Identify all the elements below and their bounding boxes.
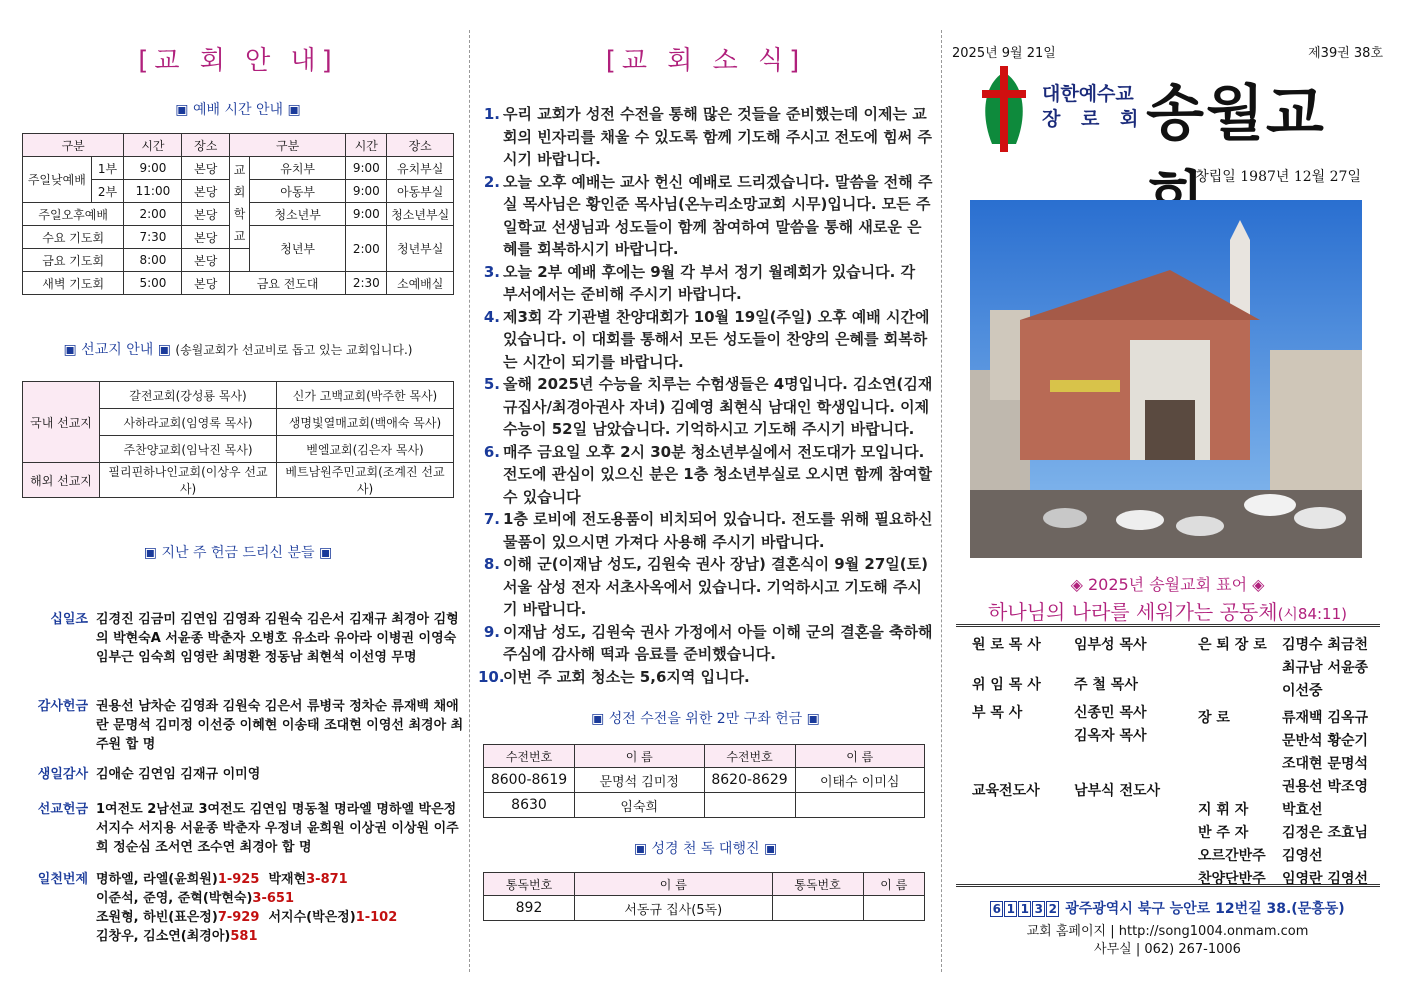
news-text: 이번 주 교회 청소는 5,6지역 입니다. [503, 667, 750, 686]
elder-group [1198, 845, 1368, 868]
news-item [478, 171, 933, 261]
news-item [478, 553, 933, 621]
postcode-digit: 1 [1004, 901, 1017, 917]
column-divider [941, 30, 942, 972]
church-info-title: [교 회 안 내] [138, 46, 338, 76]
elder-names: 임영란 김영선 [1282, 871, 1369, 887]
elder-names: 문반석 황순기 [1282, 733, 1369, 749]
column-divider [469, 30, 470, 972]
offering-daily: 일천번제 명하엘, 라엘(윤희원)1-925 박재현3-871 이준석, 준영, 준혁(박현숙)3-651 조원형, 하빈(표은정)7-929 서지수(박은정)1-102 김창우, 김소연(최경아)581 [26, 870, 466, 946]
news-item [478, 508, 933, 553]
news-text: 제3회 각 기관별 찬양대회가 10월 19일(주일) 오후 예배 시간에 있습니다. 이 대회를 통해서 모든 성도들이 찬양의 은혜를 회복하는 시간이 되기를 바랍니다. [503, 307, 930, 371]
postcode-digit: 2 [1046, 901, 1059, 917]
cover-column [950, 0, 1385, 992]
news-text: 매주 금요일 오후 2시 30분 청소년부실에서 전도대가 모입니다. 전도에 관심이 있으신 분은 1층 청소년부실로 오시면 함께 참여할 수 있습니다 [503, 442, 932, 506]
daily-offering-lines: 명하엘, 라엘(윤희원)1-925 박재현3-871 이준석, 준영, 준혁(박현숙)3-651 조원형, 하빈(표은정)7-929 서지수(박은정)1-102 김창우, 김소연(최경아)581 [96, 872, 398, 944]
fund-heading: ▣ 성전 수전을 위한 2만 구좌 헌금 ▣ [591, 711, 820, 727]
news-number: 3. [483, 262, 500, 281]
church-name: 송월교 [1146, 79, 1326, 149]
news-number: 10. [478, 667, 505, 686]
offering-heading: ▣ 지난 주 헌금 드리신 분들 ▣ [143, 545, 333, 561]
office-phone: 사무실 | 062) 267-1006 [1094, 942, 1241, 957]
elder-role: 반 주 자 [1198, 825, 1249, 841]
news-item [478, 103, 933, 171]
elder-group [1198, 707, 1368, 799]
news-number: 4. [483, 307, 500, 326]
elder-role: 은 퇴 장 로 [1198, 637, 1267, 653]
mission-table: 국내 선교지 갈전교회(강성룡 목사) 신가 고백교회(박주한 목사) 사하라교회(임영록 목사) 생명빛열매교회(백애숙 목사) 주찬양교회(임낙진 목사) 벧엘교회(김은자 목사) 해외 선교지 필리핀하나인교회(이상우 선교사) 베트남원주민교회(조계진 선교사) [22, 381, 454, 498]
elder-group [1198, 799, 1368, 822]
elder-group [1198, 822, 1368, 845]
offering-mission: 선교헌금 1여전도 2남선교 3여전도 김연임 명동철 명라엘 명하엘 박은정 서지수 서지용 서윤종 박춘자 우정녀 윤희원 이상권 이상원 이주희 정순심 조서연 조수연 최경아 합 명 [37, 802, 459, 855]
news-item [478, 261, 933, 306]
school-label: 교 회 학 교 [230, 157, 250, 249]
church-logo-icon [974, 64, 1034, 154]
elder-names: 류재백 김옥규 [1282, 710, 1369, 726]
elder-list [1198, 634, 1368, 891]
elder-group [1198, 868, 1368, 891]
issue-number: 제39권 38호 [1308, 46, 1383, 61]
elder-names: 박효선 [1282, 802, 1323, 818]
elder-names: 김영선 [1282, 848, 1323, 864]
homepage: 교회 홈페이지 | http://song1004.onmam.com [1026, 924, 1309, 939]
news-text: 오늘 2부 예배 후에는 9월 각 부서 정기 월례회가 있습니다. 각 부서에서는 준비해 주시기 바랍니다. [503, 262, 916, 303]
elder-names: 김명수 최금천 [1282, 637, 1369, 653]
worship-heading: ▣ 예배 시간 안내 ▣ [175, 102, 301, 118]
founded-date: 창립일 1987년 12월 27일 [1195, 169, 1361, 185]
bible-reading-table: 통독번호 이 름 통독번호 이 름 892 서동규 집사(5독) [483, 872, 925, 921]
offering-birthday: 생일감사 김애순 김연임 김재규 이미영 [37, 767, 261, 782]
divider [956, 884, 1380, 887]
offering-thanks: 감사헌금 권용선 남차순 김영좌 김원숙 김은서 류병국 정차순 류재백 채애란 문명석 김미정 이선중 이혜현 이송태 조대현 이영선 최경아 최주원 합 명 [37, 699, 464, 752]
news-number: 5. [483, 375, 500, 393]
reading-heading: ▣ 성경 천 독 대행진 ▣ [633, 841, 778, 857]
elder-group [1198, 634, 1368, 703]
issue-date: 2025년 9월 21일 [952, 46, 1056, 61]
news-number: 6. [483, 442, 500, 461]
church-news-column [478, 0, 933, 992]
news-list [478, 103, 933, 688]
postcode-digit: 3 [1032, 901, 1045, 917]
address: 6 1 1 3 2 광주광역시 북구 능안로 12번길 38.(문흥동) [950, 898, 1385, 918]
motto: 하나님의 나라를 세워가는 공동체(시84:11) [988, 600, 1347, 624]
fund-table: 수전번호 이 름 수전번호 이 름 8600-8619 문명석 김미정 8620-8629 이태수 이미심 8630 임숙희 [483, 744, 925, 818]
elder-role: 오르간반주 [1198, 848, 1266, 864]
news-number: 9. [483, 622, 500, 641]
news-item [478, 666, 933, 689]
news-text: 오늘 오후 예배는 교사 헌신 예배로 드리겠습니다. 말씀을 전해 주실 목사님은 황인준 목사님(온누리소망교회 시무)입니다. 모든 주일학교 선생님과 성도들이 함께 참여하여 말씀을 통해 새로운 은혜를 회복하시기 바랍니다. [503, 172, 933, 258]
mission-heading: ▣ 선교지 안내 ▣ (송월교회가 선교비로 돕고 있는 교회입니다.) [63, 342, 413, 358]
news-item [478, 621, 933, 666]
news-item [478, 373, 933, 441]
motto-heading: ◈ 2025년 송월교회 표어 ◈ [1070, 575, 1265, 594]
elder-names: 조대현 문명석 [1282, 756, 1369, 772]
church-building-photo [970, 200, 1362, 558]
elder-names: 김정은 조효님 [1282, 825, 1369, 841]
news-text: 올해 2025년 수능을 치루는 수험생들은 4명입니다. 김소연(김재규집사/최경아권사 자녀) 김예영 최현식 남대인 학생입니다. 이제 수능이 52일 남았습니다. 기억하시고 기도해 주시기 바랍니다. [503, 375, 933, 438]
news-number: 7. [483, 510, 500, 528]
postcode-digit: 1 [1018, 901, 1031, 917]
news-text: 이해 군(이재남 성도, 김원숙 권사 장남) 결혼식이 9월 27일(토) 서울 삼성 전자 서초사옥에서 있습니다. 기억하시고 기도해 주시기 바랍니다. [503, 555, 928, 618]
elder-names: 최규남 서윤종 [1282, 660, 1369, 676]
worship-schedule-table: 구분 시간 장소 구분 시간 장소 주일낮예배 1부 9:00 본당 교 회 학 교 유치부 9:00 유치부실 2부 11:00 본당 아동부 9:00 아동부실 주일오후예배 2:00 본당 청소년부 9:00 청소년부실 수요 기도회 7:30 본당 청년부 2:00 청년부실 금요 기도회 8:00 본당 새벽 기도회 5:00 본당 금요 전도대 2:30 소예배실 [22, 133, 454, 295]
elder-names: 이선중 [1282, 683, 1323, 699]
church-info-column [18, 0, 464, 992]
news-number: 2. [483, 172, 500, 191]
elder-role: 지 휘 자 [1198, 802, 1249, 818]
church-news-title: [교 회 소 식] [605, 46, 806, 76]
postcode [990, 901, 1060, 917]
news-item [478, 306, 933, 374]
news-text: 1층 로비에 전도용품이 비치되어 있습니다. 전도를 위해 필요하신 물품이 있으시면 가져다 사용해 주시기 바랍니다. [503, 510, 933, 551]
elder-names: 권용선 박조영 [1282, 779, 1369, 795]
denomination: 대한예수교 장 로 회 [1042, 83, 1146, 130]
elder-role: 찬양단반주 [1198, 871, 1266, 887]
news-item [478, 441, 933, 509]
news-text: 이재남 성도, 김원숙 권사 가정에서 아들 이해 군의 결혼을 축하해 주심에 감사해 떡과 음료를 준비했습니다. [503, 622, 933, 663]
news-number: 1. [483, 105, 500, 123]
elder-role: 장 로 [1198, 710, 1230, 726]
offering-tithe: 십일조 김경진 김금미 김연임 김영좌 김원숙 김은서 김재규 최경아 김형의 박현숙A 서윤종 박춘자 오병호 유소라 유아라 이병권 이영숙 임부근 임숙희 임영란 최명환 정동남 최현석 이선영 무명 [50, 612, 459, 665]
postcode-digit: 6 [990, 901, 1003, 917]
news-text: 우리 교회가 성전 수전을 통해 많은 것들을 준비했는데 이제는 교회의 빈자리를 채울 수 있도록 함께 기도해 주시고 전도에 힘써 주시기 바랍니다. [503, 105, 932, 168]
news-number: 8. [483, 555, 500, 573]
divider [956, 624, 1380, 627]
pastor-list: 원 로 목 사 임부성 목사 위 임 목 사 주 철 목사 부 목 사 신종민 목사 김옥자 목사 교육전도사 남부식 전도사 [972, 637, 1161, 799]
